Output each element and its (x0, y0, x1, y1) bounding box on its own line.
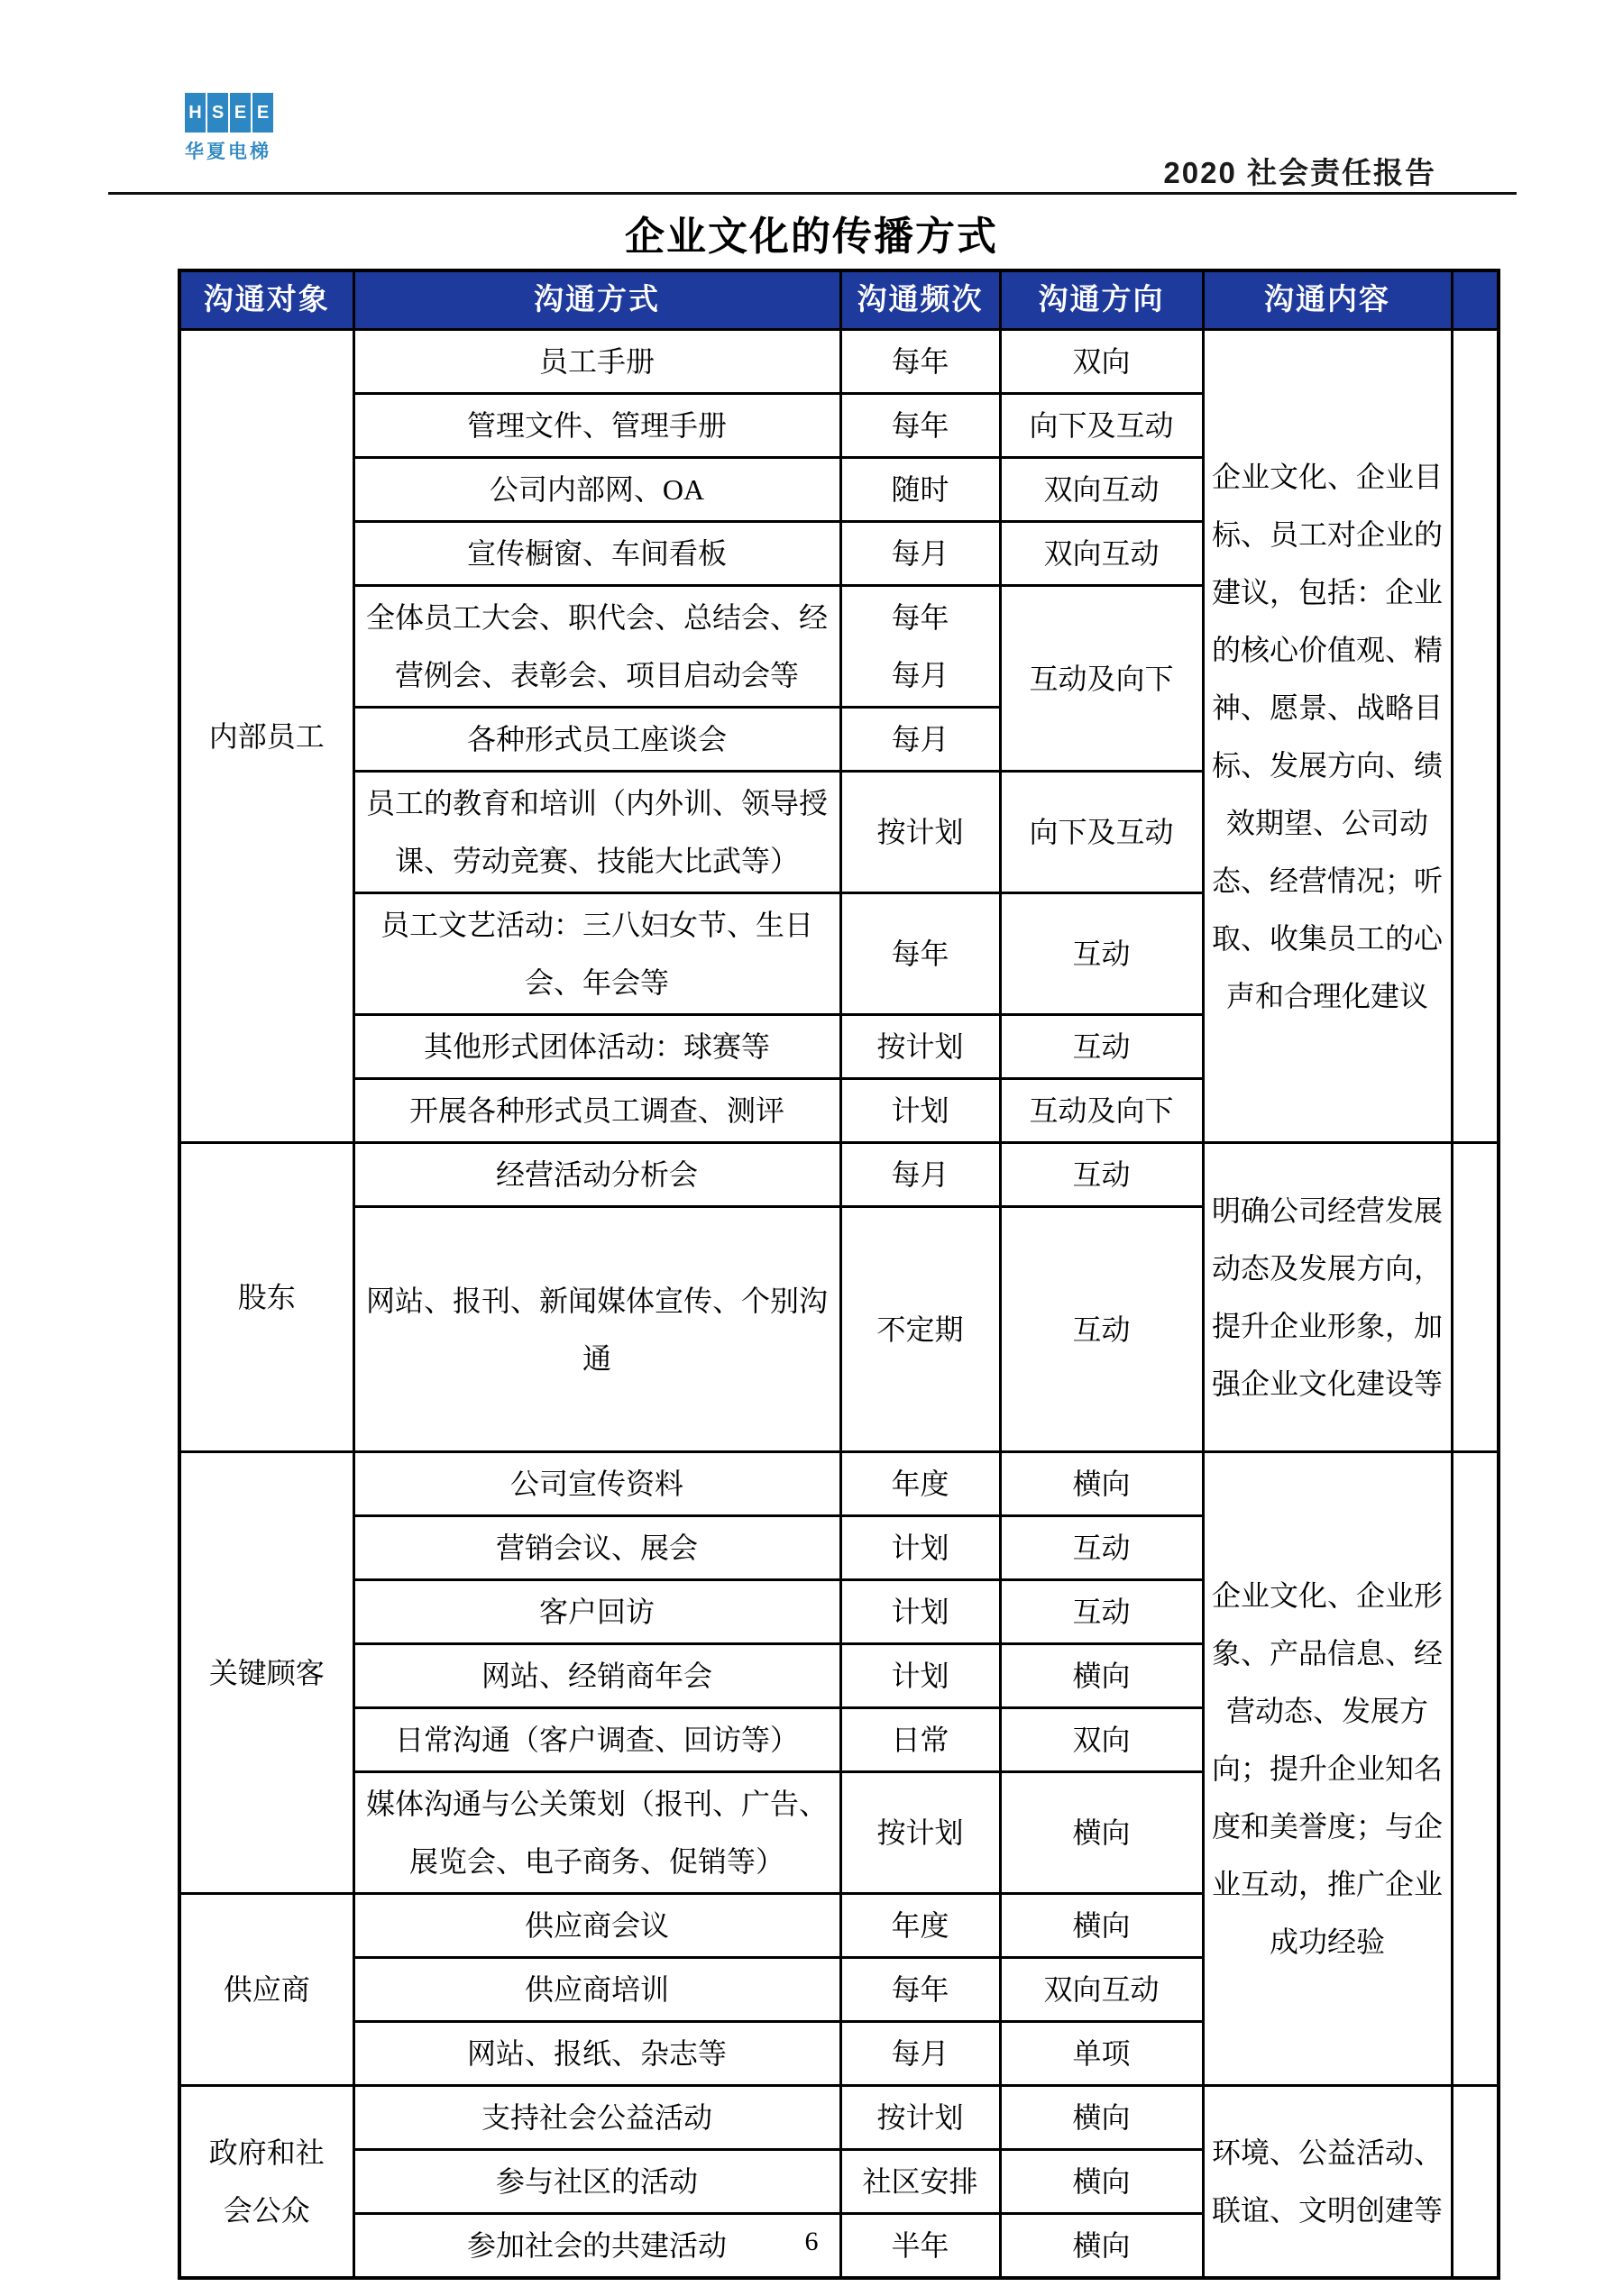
frequency-cell: 每月 (840, 708, 1000, 772)
frequency-line: 每月 (891, 659, 949, 691)
table-row (179, 1143, 1499, 1207)
method-cell: 网站、报刊、新闻媒体宣传、个别沟通 (353, 1207, 840, 1452)
method-cell: 管理文件、管理手册 (353, 394, 840, 458)
direction-cell: 双向互动 (1000, 1958, 1203, 2022)
direction-cell: 双向 (1000, 1708, 1203, 1772)
communication-table (178, 269, 1500, 2280)
method-cell: 供应商培训 (353, 1958, 840, 2022)
frequency-line: 每年 (891, 601, 949, 634)
method-cell: 经营活动分析会 (353, 1143, 840, 1207)
direction-cell: 互动 (1000, 1516, 1203, 1580)
column-header-method: 沟通方式 (353, 270, 840, 330)
method-cell: 全体员工大会、职代会、总结会、经营例会、表彰会、项目启动会等 (353, 586, 840, 708)
content-cell: 企业文化、企业目标、员工对企业的建议，包括：企业的核心价值观、精神、愿景、战略目标、发展方向、绩效期望、公司动态、经营情况；听取、收集员工的心声和合理化建议 (1203, 330, 1452, 1143)
direction-cell: 互动 (1000, 1207, 1203, 1452)
report-title: 2020 社会责任报告 (1163, 156, 1436, 189)
table-header-row (179, 270, 1499, 330)
direction-cell: 互动 (1000, 1580, 1203, 1644)
frequency-cell: 半年 (840, 2214, 1000, 2279)
logo-letter-block: H (185, 93, 206, 133)
direction-cell: 横向 (1000, 1644, 1203, 1708)
frequency-cell: 每月 (840, 2022, 1000, 2086)
method-cell: 员工文艺活动：三八妇女节、生日会、年会等 (353, 893, 840, 1015)
method-cell: 营销会议、展会 (353, 1516, 840, 1580)
frequency-cell: 每月 (840, 522, 1000, 586)
direction-cell: 向下及互动 (1000, 772, 1203, 893)
frequency-cell: 日常 (840, 1708, 1000, 1772)
frequency-cell: 计划 (840, 1644, 1000, 1708)
header-rule (108, 192, 1517, 195)
frequency-cell: 按计划 (840, 1772, 1000, 1894)
frequency-cell: 每月 (840, 1143, 1000, 1207)
content-cell: 企业文化、企业形象、产品信息、经营动态、发展方向；提升企业知名度和美誉度；与企业互动，推广企业成功经验 (1203, 1452, 1452, 2086)
frequency-cell: 计划 (840, 1516, 1000, 1580)
frequency-cell: 计划 (840, 1079, 1000, 1143)
method-cell: 各种形式员工座谈会 (353, 708, 840, 772)
method-cell: 员工手册 (353, 330, 840, 394)
method-cell: 媒体沟通与公关策划（报刊、广告、展览会、电子商务、促销等） (353, 1772, 840, 1894)
logo-letter-block: S (207, 93, 228, 133)
frequency-cell: 每年 (840, 330, 1000, 394)
logo-subtitle: 华夏电梯 (185, 142, 271, 162)
method-cell: 客户回访 (353, 1580, 840, 1644)
frequency-cell: 社区安排 (840, 2150, 1000, 2214)
method-cell: 宣传橱窗、车间看板 (353, 522, 840, 586)
method-cell: 网站、报纸、杂志等 (353, 2022, 840, 2086)
content-cell: 环境、公益活动、联谊、文明创建等 (1203, 2086, 1452, 2279)
page-number: 6 (804, 2227, 819, 2256)
direction-cell: 互动 (1000, 893, 1203, 1015)
column-header-direction: 沟通方向 (1000, 270, 1203, 330)
method-cell: 网站、经销商年会 (353, 1644, 840, 1708)
frequency-cell: 不定期 (840, 1207, 1000, 1452)
frequency-cell: 计划 (840, 1580, 1000, 1644)
stakeholder-cell: 供应商 (179, 1894, 353, 2086)
stakeholder-cell: 股东 (179, 1143, 353, 1452)
logo-letter-block: E (252, 93, 273, 133)
spacer-cell (1452, 330, 1499, 1143)
page-title: 企业文化的传播方式 (625, 215, 998, 259)
frequency-cell: 每年 (840, 1958, 1000, 2022)
table-row (179, 2086, 1499, 2150)
frequency-cell: 年度 (840, 1894, 1000, 1958)
direction-cell: 横向 (1000, 2214, 1203, 2279)
frequency-cell: 随时 (840, 458, 1000, 522)
method-cell: 支持社会公益活动 (353, 2086, 840, 2150)
direction-cell: 横向 (1000, 1452, 1203, 1516)
method-cell: 公司内部网、OA (353, 458, 840, 522)
frequency-cell (840, 586, 1000, 708)
direction-cell: 互动 (1000, 1015, 1203, 1079)
spacer-cell (1452, 1452, 1499, 2086)
method-cell: 参与社区的活动 (353, 2150, 840, 2214)
direction-cell: 单项 (1000, 2022, 1203, 2086)
spacer-cell (1452, 1143, 1499, 1452)
column-header-frequency: 沟通频次 (840, 270, 1000, 330)
direction-cell: 横向 (1000, 2086, 1203, 2150)
stakeholder-cell: 内部员工 (179, 330, 353, 1143)
logo-letter-block: E (230, 93, 251, 133)
direction-cell: 向下及互动 (1000, 394, 1203, 458)
direction-cell: 双向互动 (1000, 458, 1203, 522)
table-row (179, 330, 1499, 394)
method-cell: 员工的教育和培训（内外训、领导授课、劳动竞赛、技能大比武等） (353, 772, 840, 893)
column-header-content: 沟通内容 (1203, 270, 1452, 330)
frequency-cell: 按计划 (840, 772, 1000, 893)
direction-cell: 互动及向下 (1000, 586, 1203, 772)
frequency-cell: 按计划 (840, 1015, 1000, 1079)
content-cell: 明确公司经营发展动态及发展方向，提升企业形象，加强企业文化建设等 (1203, 1143, 1452, 1452)
hsee-logo (185, 93, 279, 164)
method-cell: 其他形式团体活动：球赛等 (353, 1015, 840, 1079)
direction-cell: 横向 (1000, 1772, 1203, 1894)
direction-cell: 横向 (1000, 1894, 1203, 1958)
method-cell: 开展各种形式员工调查、测评 (353, 1079, 840, 1143)
direction-cell: 互动 (1000, 1143, 1203, 1207)
frequency-cell: 每年 (840, 394, 1000, 458)
column-header-object: 沟通对象 (179, 270, 353, 330)
stakeholder-cell: 政府和社会公众 (179, 2086, 353, 2279)
method-cell: 公司宣传资料 (353, 1452, 840, 1516)
table-row (179, 1452, 1499, 1516)
frequency-cell: 每年 (840, 893, 1000, 1015)
method-cell: 供应商会议 (353, 1894, 840, 1958)
frequency-cell: 按计划 (840, 2086, 1000, 2150)
method-cell: 日常沟通（客户调查、回访等） (353, 1708, 840, 1772)
direction-cell: 双向 (1000, 330, 1203, 394)
column-header-spacer (1452, 270, 1499, 330)
direction-cell: 横向 (1000, 2150, 1203, 2214)
logo-blocks (185, 93, 279, 133)
method-cell: 参加社会的共建活动 (353, 2214, 840, 2279)
frequency-cell: 年度 (840, 1452, 1000, 1516)
direction-cell: 双向互动 (1000, 522, 1203, 586)
direction-cell: 互动及向下 (1000, 1079, 1203, 1143)
table-wrapper (178, 269, 1500, 2280)
stakeholder-cell: 关键顾客 (179, 1452, 353, 1894)
